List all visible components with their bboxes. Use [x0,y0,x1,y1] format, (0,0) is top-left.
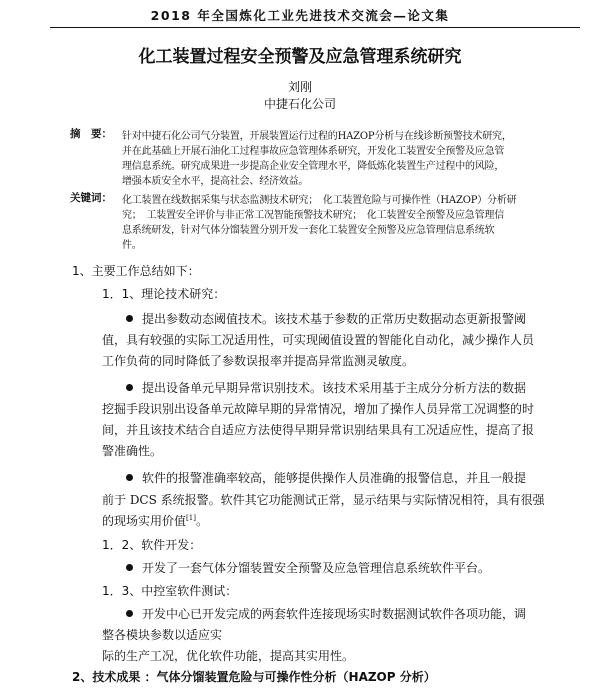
bullet-paragraph-line: 提出参数动态阈值技术。该技术基于参数的正常历史数据动态更新报警阈 [126,310,526,327]
subsection-1-3-heading: 1．3、中控室软件测试： [102,583,238,598]
bullet-paragraph-line: 际的生产工况，优化软件功能，提高其实用性。 [102,648,355,663]
bullet-paragraph-line: 提出设备单元早期异常识别技术。该技术采用基于主成分分析方法的数据 [126,379,526,396]
bullet-icon [126,384,133,391]
bullet-paragraph-line: 开发了一套气体分馏装置安全预警及应急管理信息系统软件平台。 [126,559,490,576]
section-1-heading: 1、主要工作总结如下： [72,264,200,278]
author-name: 刘刚 [287,80,312,94]
bullet-icon [126,315,133,322]
keywords-line: 件。 [122,240,142,251]
subsection-1-2-heading: 1．2、软件开发： [102,538,202,553]
bullet-paragraph-line: 警准确性。 [102,444,163,459]
bullet-icon [126,610,133,617]
running-header: 2018 年全国炼化工业先进技术交流会—论文集 [150,8,450,23]
author-affiliation: 中捷石化公司 [263,97,336,111]
keywords-label: 关键词： [70,192,112,204]
abstract-line: 针对中捷石化公司气分装置，开展装置运行过程的HAZOP分析与在线诊断预警技术研究， [122,131,512,142]
keywords-line: 化工装置在线数据采集与状态监测技术研究； 化工装置危险与可操作性（HAZOP）分析研 [122,195,517,206]
header-rule [50,27,580,28]
bullet-paragraph-line: 的现场实用价值[1]。 [102,513,208,528]
subsection-1-1-heading: 1．1、理论技术研究： [102,286,226,301]
keywords-line: 息系统研发，针对气体分馏装置分别开发一套化工装置安全预警及应急管理信息系统软 [122,225,495,236]
bullet-paragraph-line: 软件的报警准确率较高，能够提供操作人员准确的报警信息，并且一般提 [126,469,526,486]
bullet-icon [126,474,133,481]
citation-marker: [1] [186,513,196,522]
paper-title: 化工装置过程安全预警及应急管理系统研究 [138,47,462,67]
section-2-heading: 2、技术成果 ：气体分馏装置危险与可操作性分析（HAZOP 分析） [72,670,436,684]
abstract-line: 并在此基础上开展石油化工过程事故应急管理体系研究，开发化工装置安全预警及应急管 [122,146,505,157]
bullet-paragraph-line: 工作负荷的同时降低了参数误报率并提高异常监测灵敏度。 [102,353,415,368]
bullet-paragraph-line: 值，具有较强的实际工况适用性，可实现阈值设置的智能化自动化，减少操作人员 [102,332,535,347]
bullet-paragraph-line: 前于 DCS 系统报警。软件其它功能测试正常，显示结果与实际情况相符，具有很强 [102,492,545,507]
keywords-line: 究； 工装置安全评价与非正常工况智能预警技术研究； 化工装置安全预警及应急管理信 [122,210,504,221]
abstract-line: 增强本质安全水平，提高社会、经济效益。 [122,176,309,187]
bullet-paragraph-line: 间，并且该技术结合自适应方法使得早期异常识别结果具有工况适应性，提高了报 [102,423,535,438]
abstract-line: 理信息系统。研究成果进一步提高企业安全管理水平，降低炼化装置生产过程中的风险， [122,161,505,172]
abstract-label: 摘 要： [70,128,112,140]
bullet-paragraph-line: 挖掘手段识别出设备单元故障早期的异常情况，增加了操作人员异常工况调整的时 [102,402,535,416]
bullet-paragraph-line: 开发中心已开发完成的两套软件连接现场实时数据测试软件各项功能，调 [126,605,526,622]
bullet-paragraph-line: 整各模块参数以适应实 [102,627,223,642]
bullet-icon [126,564,133,571]
